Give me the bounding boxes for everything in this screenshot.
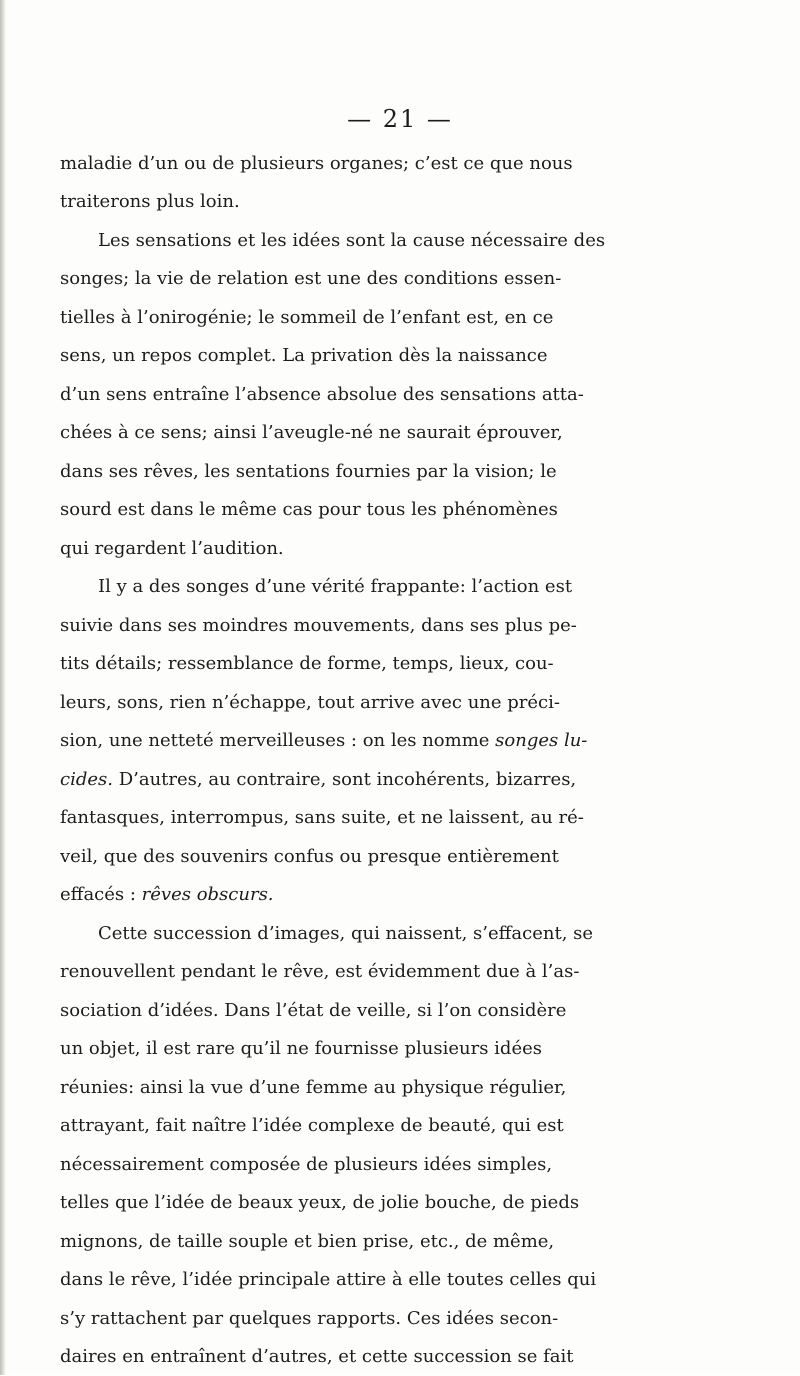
page-number-header: — 21 — — [347, 105, 453, 133]
italic-term: rêves obscurs. — [141, 884, 274, 905]
text-line: chées à ce sens; ainsi l’aveugle-né ne saurait éprouver, — [60, 422, 563, 443]
text-line: sociation d’idées. Dans l’état de veille, si l’on considère — [60, 1000, 567, 1021]
italic-term: songes lu- — [495, 730, 588, 751]
text-line: nécessairement composée de plusieurs idées simples, — [60, 1154, 553, 1175]
text-segment: D’autres, au contraire, sont incohérents, bizarres, — [112, 769, 577, 790]
text-line: suivie dans ses moindres mouvements, dans ses plus pe- — [60, 615, 577, 636]
text-line: d’un sens entraîne l’absence absolue des sensations atta- — [60, 384, 584, 405]
text-line: Les sensations et les idées sont la cause nécessaire des — [98, 230, 606, 251]
text-line: veil, que des souvenirs confus ou presque entièrement — [60, 846, 559, 867]
text-line: sourd est dans le même cas pour tous les phénomènes — [60, 499, 558, 520]
text-line: sens, un repos complet. La privation dès la naissance — [60, 345, 548, 366]
text-line: maladie d’un ou de plusieurs organes; c’est ce que nous — [60, 153, 573, 174]
text-line: daires en entraînent d’autres, et cette succession se fait — [60, 1346, 574, 1367]
text-line: telles que l’idée de beaux yeux, de jolie bouche, de pieds — [60, 1192, 580, 1213]
text-line: tielles à l’onirogénie; le sommeil de l’enfant est, en ce — [60, 307, 554, 328]
text-line: leurs, sons, rien n’échappe, tout arrive avec une préci- — [60, 692, 560, 713]
text-line — [60, 876, 800, 914]
italic-term: cides. — [60, 769, 113, 790]
text-line: s’y rattachent par quelques rapports. Ces idées secon- — [60, 1308, 559, 1329]
text-line: traiterons plus loin. — [60, 191, 240, 212]
text-line: Cette succession d’images, qui naissent, s’effacent, se — [98, 923, 594, 944]
text-line: un objet, il est rare qu’il ne fournisse plusieurs idées — [60, 1038, 543, 1059]
text-line: attrayant, fait naître l’idée complexe de beauté, qui est — [60, 1115, 564, 1136]
text-line: renouvellent pendant le rêve, est évidemment due à l’as- — [60, 961, 580, 982]
text-line: tits détails; ressemblance de forme, temps, lieux, cou- — [60, 653, 554, 674]
page-binding-edge — [0, 0, 6, 1375]
text-segment: effacés : — [60, 884, 142, 905]
text-segment: sion, une netteté merveilleuses : on les nomme — [60, 730, 496, 751]
text-line: dans le rêve, l’idée principale attire à elle toutes celles qui — [60, 1269, 597, 1290]
text-line: fantasques, interrompus, sans suite, et ne laissent, au ré- — [60, 807, 584, 828]
text-line: mignons, de taille souple et bien prise, etc., de même, — [60, 1231, 555, 1252]
text-line: réunies: ainsi la vue d’une femme au physique régulier, — [60, 1077, 567, 1098]
text-line: songes; la vie de relation est une des conditions essen- — [60, 268, 562, 289]
text-line: dans ses rêves, les sentations fournies par la vision; le — [60, 461, 557, 482]
text-line — [60, 722, 800, 760]
text-line — [60, 761, 800, 799]
text-line: qui regardent l’audition. — [60, 538, 284, 559]
text-line: Il y a des songes d’une vérité frappante: l’action est — [98, 576, 573, 597]
